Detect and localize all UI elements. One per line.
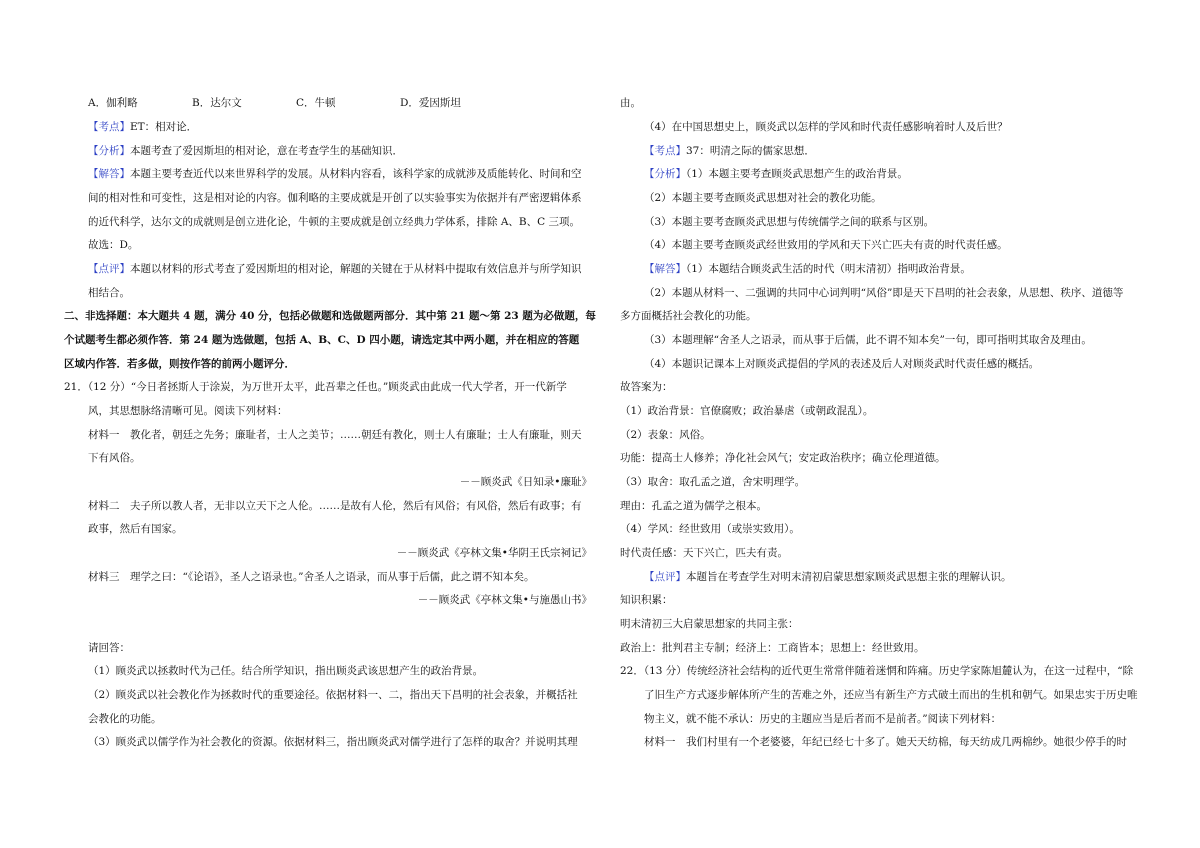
question-3-cont: 由。 xyxy=(620,97,641,109)
answer-line: （1）政治背景：官僚腐败；政治暴虐（或朝政混乱）。 xyxy=(620,405,874,417)
material-2-source: －－顾炎武《亭林文集•华阴王氏宗祠记》 xyxy=(396,547,592,559)
jieda-line: 多方面概括社会教化的功能。 xyxy=(620,310,757,322)
answer-line: （3）取舍：取孔孟之道，舍宋明理学。 xyxy=(620,476,806,488)
answer-prompt: 请回答： xyxy=(88,642,130,654)
material-1-source: －－顾炎武《日知录•廉耻》 xyxy=(459,476,592,488)
dianping-tag: 【点评】 xyxy=(88,263,130,275)
answer-line: 功能：提高士人修养；净化社会风气；安定政治秩序；确立伦理道德。 xyxy=(620,452,946,464)
kaodian-text: 37：明清之际的儒家思想． xyxy=(686,145,815,157)
answer-line: 时代责任感：天下兴亡，匹夫有责。 xyxy=(620,547,788,559)
material-3: 材料三 理学之曰：“《论语》，圣人之语录也。”舍圣人之语录，而从事于后儒，此之谓不知本矣。 xyxy=(88,571,535,583)
dianping-line: 相结合。 xyxy=(88,287,130,299)
jieda-line: （4）本题识记课本上对顾炎武提倡的学风的表述及后人对顾炎武时代责任感的概括。 xyxy=(644,358,1040,370)
kaodian-line xyxy=(620,144,1140,158)
jieda-tag: 【解答】 xyxy=(644,263,686,275)
jieda-line: 间的相对性和可变性，这是相对论的内容。伽利略的主要成就是开创了以实验事实为依据并有严密逻辑体系 xyxy=(88,192,582,204)
answer-line: （4）学风：经世致用（或崇实致用）。 xyxy=(620,523,800,535)
q22-material-1: 材料一 我们村里有一个老婆婆，年纪已经七十多了。她天天纺棉，每天纺成几两棉纱。她很少停手的时 xyxy=(644,736,1127,748)
dianping-tag: 【点评】 xyxy=(644,571,686,583)
material-1: 材料一 教化者，朝廷之先务；廉耻者，士人之美节；……朝廷有教化，则士人有廉耻；士人有廉耻，则天 xyxy=(88,429,582,441)
option-b: B．达尔文 xyxy=(192,97,242,109)
option-a: A．伽利略 xyxy=(88,97,138,109)
section-heading: 区域内作答．若多做，则按作答的前两小题评分． xyxy=(64,358,295,370)
question-2: （2）顾炎武以社会教化作为拯救时代的重要途径。依据材料一、二，指出天下昌明的社会表象，并概括社 xyxy=(88,689,578,701)
jieda-line xyxy=(64,167,592,181)
option-c: C．牛顿 xyxy=(296,97,336,109)
material-3-source: －－顾炎武《亭林文集•与施愚山书》 xyxy=(417,594,592,606)
fenxi-tag: 【分析】 xyxy=(88,145,130,157)
q22-stem: 物主义，就不能不承认：历史的主题应当是后者而不是前者。”阅读下列材料： xyxy=(644,713,1002,725)
jieda-text: 本题主要考查近代以来世界科学的发展。从材料内容看，该科学家的成就涉及质能转化、时间和空 xyxy=(130,168,582,180)
knowledge-line: 知识积累： xyxy=(620,594,673,606)
question-2: 会教化的功能。 xyxy=(88,713,162,725)
question-3: （3）顾炎武以儒学作为社会教化的资源。依据材料三，指出顾炎武对儒学进行了怎样的取舍？并说明其理 xyxy=(88,736,578,748)
jieda-line: 的近代科学，达尔文的成就则是创立进化论，牛顿的主要成就是创立经典力学体系，排除 A、B、C 三项。 xyxy=(88,216,581,228)
question-4: （4）在中国思想史上，顾炎武以怎样的学风和时代责任感影响着时人及后世？ xyxy=(644,121,1008,133)
fenxi-line: （2）本题主要考查顾炎武思想对社会的教化功能。 xyxy=(644,192,882,204)
fenxi-text: 本题考查了爱因斯坦的相对论，意在考查学生的基础知识． xyxy=(130,145,403,157)
fenxi-line: （4）本题主要考查顾炎武经世致用的学风和天下兴亡匹夫有责的时代责任感。 xyxy=(644,239,1008,251)
dianping-line xyxy=(620,570,1140,584)
fenxi-line: （3）本题主要考查顾炎武思想与传统儒学之间的联系与区别。 xyxy=(644,216,935,228)
kaodian-tag: 【考点】 xyxy=(88,121,130,133)
jieda-text: （1）本题结合顾炎武生活的时代（明末清初）指明政治背景。 xyxy=(686,263,971,275)
fenxi-text: （1）本题主要考查顾炎武思想产生的政治背景。 xyxy=(686,168,908,180)
jieda-line xyxy=(620,262,1140,276)
jieda-line: （2）本题从材料一、二强调的共同中心词判明“风俗”即是天下昌明的社会表象，从思想、秩序、道德等 xyxy=(644,287,1124,299)
answer-line: 故答案为： xyxy=(620,381,673,393)
jieda-tag: 【解答】 xyxy=(88,168,130,180)
knowledge-line: 政治上：批判君主专制；经济上：工商皆本；思想上：经世致用。 xyxy=(620,642,925,654)
dianping-text: 本题以材料的形式考查了爱因斯坦的相对论，解题的关键在于从材料中提取有效信息并与所学知识 xyxy=(130,263,582,275)
knowledge-line: 明末清初三大启蒙思想家的共同主张： xyxy=(620,618,799,630)
jieda-line: （3）本题理解“舍圣人之语录，而从事于后儒，此不谓不知本矣”一句，即可指明其取舍及理由。 xyxy=(644,334,1092,346)
material-2: 材料二 夫子所以教人者，无非以立天下之人伦。……是故有人伦，然后有风俗；有风俗，然后有政事；有 xyxy=(88,500,582,512)
fenxi-tag: 【分析】 xyxy=(644,168,686,180)
question-1: （1）顾炎武以拯救时代为己任。结合所学知识，指出顾炎武该思想产生的政治背景。 xyxy=(88,665,484,677)
option-d: D．爱因斯坦 xyxy=(400,97,461,109)
section-heading: 个试题考生都必须作答．第 24 题为选做题，包括 A、B、C、D 四小题，请选定其中两小题，并在相应的答题 xyxy=(64,334,580,346)
fenxi-line xyxy=(64,144,592,158)
answer-line: 理由：孔孟之道为儒学之根本。 xyxy=(620,500,767,512)
q20-options xyxy=(64,96,592,110)
q22-stem: 了旧生产方式逐步解体所产生的苦难之外，还应当有新生产方式破土而出的生机和朝气。如果忠实于历史唯 xyxy=(644,689,1138,701)
q21-stem: 风，其思想脉络清晰可见。阅读下列材料： xyxy=(88,405,288,417)
jieda-line: 故选：D。 xyxy=(88,239,139,251)
fenxi-line xyxy=(620,167,1140,181)
dianping-line xyxy=(64,262,592,276)
kaodian-line xyxy=(64,120,592,134)
kaodian-tag: 【考点】 xyxy=(644,145,686,157)
material-1: 下有风俗。 xyxy=(88,452,141,464)
dianping-text: 本题旨在考查学生对明末清初启蒙思想家顾炎武思想主张的理解认识。 xyxy=(686,571,1012,583)
answer-line: （2）表象：风俗。 xyxy=(620,429,711,441)
q21-stem: 21．（12 分）“今日者拯斯人于涂炭，为万世开太平，此吾辈之任也。”顾炎武由此成一代大学者，开一代新学 xyxy=(64,381,567,393)
kaodian-text: ET：相对论． xyxy=(130,121,198,133)
q22-stem: 22．（13 分）传统经济社会结构的近代更生常常伴随着迷惘和阵痛。历史学家陈旭麓认为，在这一过程中，“除 xyxy=(620,665,1134,677)
section-heading: 二、非选择题：本大题共 4 题，满分 40 分，包括必做题和选做题两部分．其中第 21 题～第 23 题为必做题，每 xyxy=(64,310,596,322)
material-2: 政事，然后有国家。 xyxy=(88,523,183,535)
